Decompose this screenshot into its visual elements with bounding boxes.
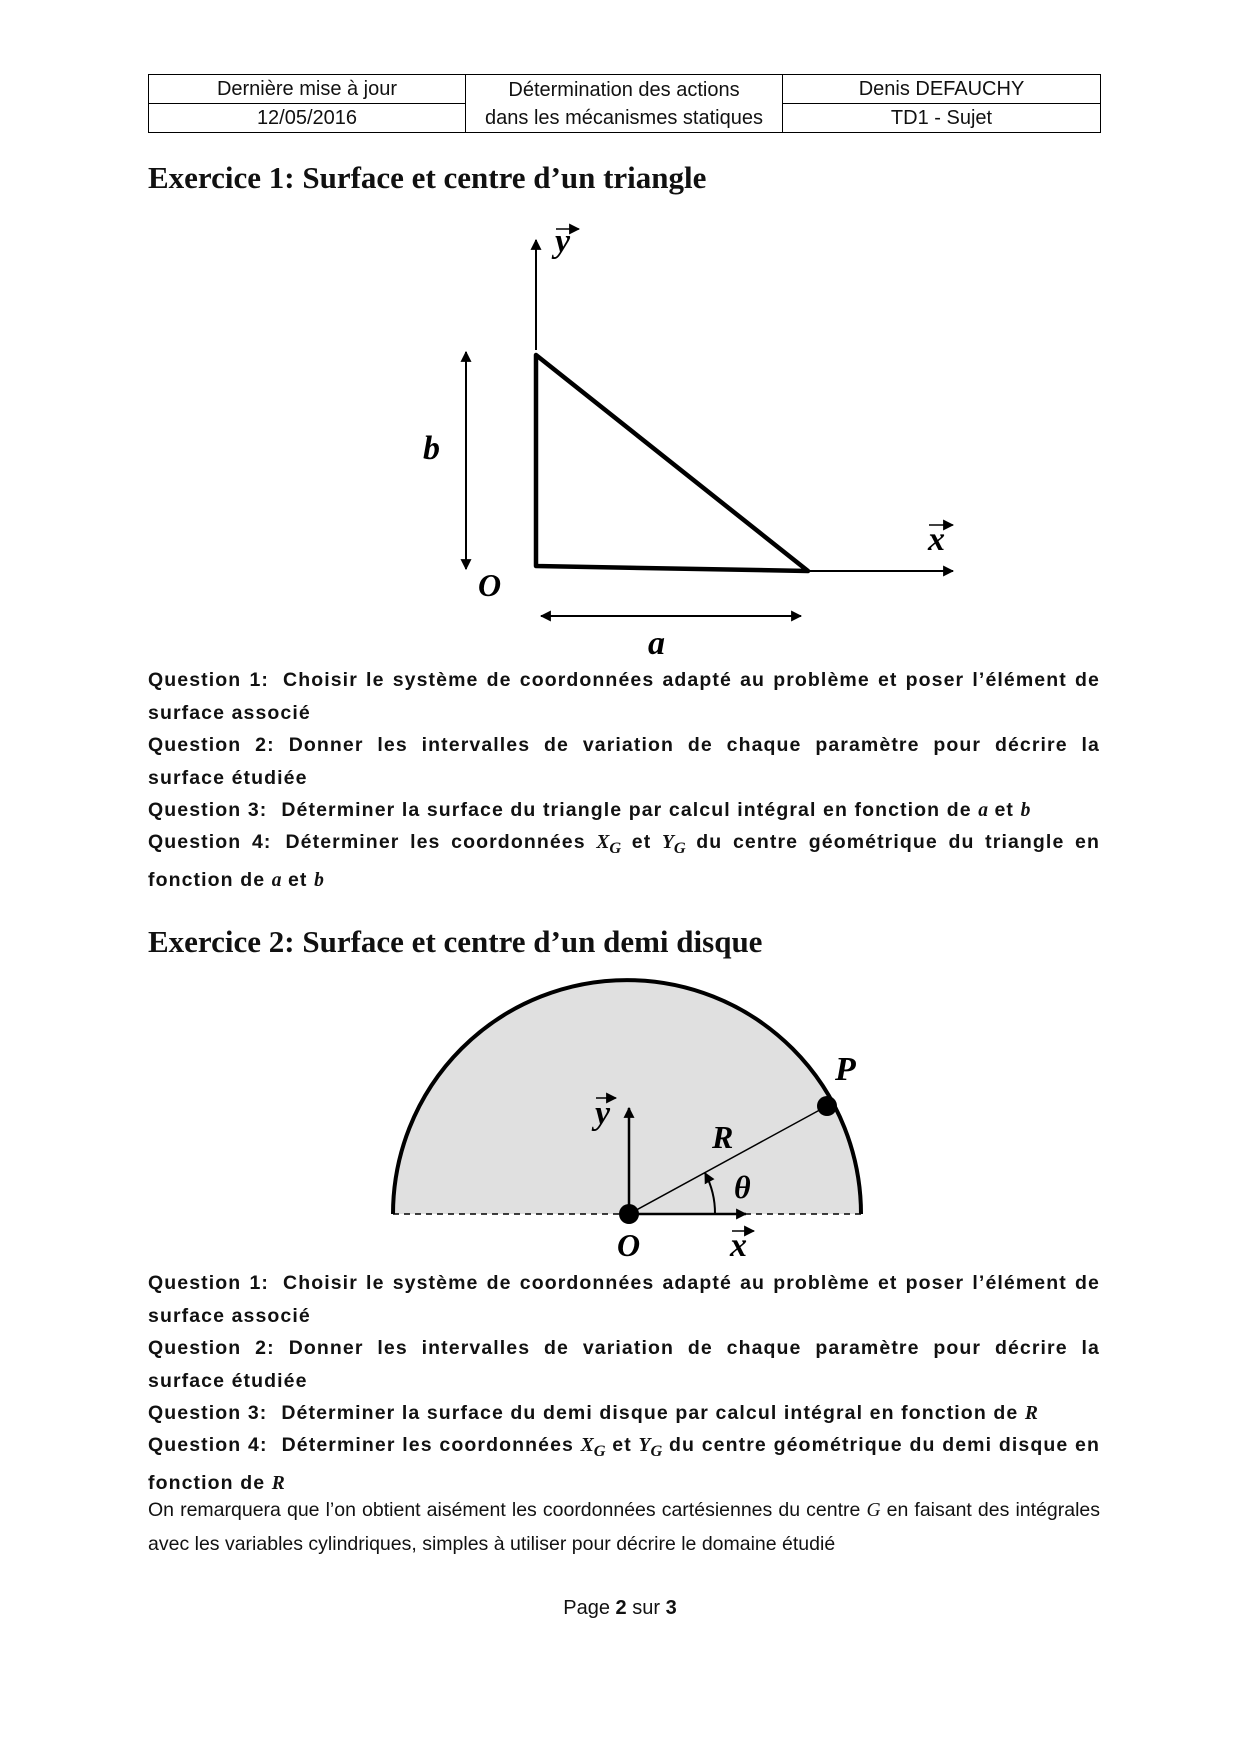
question-text: Donner les intervalles de variation de chaque paramètre pour décrire la surface étudiée [148,1337,1100,1392]
title-line-1: Détermination des actions [508,78,740,101]
radius-label: R [712,1119,734,1155]
xg-symbol: $X_G$ [596,832,622,857]
ex1-question-3 [148,794,1100,828]
question-label: Question 3: [148,799,268,821]
origin-label: O [478,567,502,603]
question-label: Question 4: [148,1434,268,1456]
ex2-question-3 [148,1397,1100,1431]
question-label: Question 2: [148,734,275,756]
ex1-question-1 [148,664,1100,729]
question-text: Déterminer les coordonnées [285,831,586,853]
var-a: a [978,800,988,821]
exercise-2-title: Exercice 2: Surface et centre d’un demi disque [148,924,763,959]
page-footer [0,1597,1240,1620]
document-ref: TD1 - Sujet [783,104,1101,133]
question-label: Question 3: [148,1402,268,1424]
conj-et: et [612,1434,632,1456]
page-word: Page [563,1597,610,1619]
x-axis-label: x [730,1227,747,1264]
question-text: Déterminer la surface du demi disque par calcul intégral en fonction de [281,1402,1019,1424]
question-label: Question 2: [148,1337,275,1359]
question-text-2: du centre géométrique du triangle en fonction de [148,831,1100,892]
triangle-figure [0,0,1240,662]
question-text-2: du centre géométrique du demi disque en fonction de [148,1434,1100,1495]
origin-point [619,1204,639,1224]
question-text: Choisir le système de coordonnées adapté au problème et poser l’élément de surface associé [148,1272,1100,1327]
question-text: Choisir le système de coordonnées adapté au problème et poser l’élément de surface associé [148,669,1100,724]
var-g: G [866,1500,881,1521]
width-label: a [648,625,665,662]
y-axis-label: y [555,223,571,260]
point-p [817,1096,837,1116]
ex2-question-4 [148,1429,1100,1501]
origin-label: O [617,1227,641,1263]
question-label: Question 4: [148,831,272,853]
remark-paragraph [148,1494,1100,1560]
point-p-label: P [835,1051,856,1088]
title-line-2: dans les mécanismes statiques [485,106,763,129]
triangle-shape [536,355,808,571]
update-date: 12/05/2016 [149,104,466,133]
ex2-question-2 [148,1332,1100,1397]
question-text: Déterminer les coordonnées [281,1434,574,1456]
remark-text: On remarquera que l’on obtient aisément les coordonnées cartésiennes du centre [148,1499,861,1521]
updated-label: Dernière mise à jour [149,75,466,104]
ex1-question-4 [148,826,1100,898]
sur-word: sur [632,1597,661,1619]
height-label: b [423,430,440,467]
half-disk-figure [0,980,1240,1264]
conj-et: et [631,831,652,853]
exercise-1-title: Exercice 1: Surface et centre d’un triangle [148,160,707,195]
half-disk-shape [393,980,861,1214]
ex2-question-1 [148,1267,1100,1332]
angle-label: θ [734,1169,751,1205]
question-label: Question 1: [148,669,270,691]
conj-et: et [994,799,1015,821]
question-text: Déterminer la surface du triangle par calcul intégral en fonction de [281,799,972,821]
ex1-question-2 [148,729,1100,794]
author: Denis DEFAUCHY [783,75,1101,104]
xg-symbol: $X_G$ [580,1435,606,1460]
x-axis-label: x [928,521,945,558]
question-text: Donner les intervalles de variation de chaque paramètre pour décrire la surface étudiée [148,734,1100,789]
var-a: a [271,870,282,892]
yg-symbol: $Y_G$ [661,832,686,857]
y-axis-label: y [595,1095,611,1132]
var-b: b [314,870,324,892]
question-label: Question 1: [148,1272,270,1294]
var-r: R [1024,1403,1038,1424]
yg-symbol: $Y_G$ [638,1435,663,1460]
var-r: R [271,1473,285,1495]
remark-text-2: en faisant des intégrales avec les variables cylindriques, simples à utiliser pour décrire le domaine étudié [148,1499,1101,1555]
var-b: b [1020,800,1031,821]
page-total: 3 [665,1597,677,1619]
conj-et: et [287,869,308,892]
page-number: 2 [615,1597,627,1619]
